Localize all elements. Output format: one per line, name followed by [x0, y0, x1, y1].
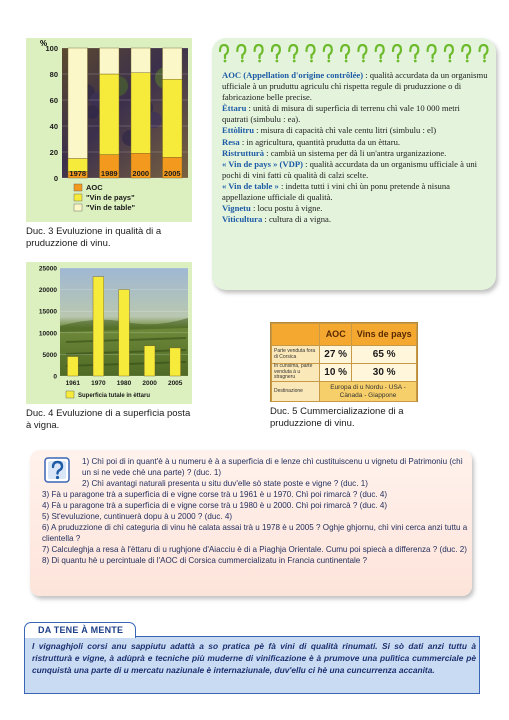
table-header-aoc: AOC: [320, 324, 352, 346]
y-tick-label: 20: [49, 148, 58, 157]
bar-segment: [162, 48, 182, 79]
bar-segment: [99, 74, 119, 155]
glossary-term: « Vin de table »: [222, 180, 279, 191]
y-tick-label: 15000: [38, 308, 57, 316]
glossary-entry: [222, 214, 488, 225]
bar-segment: [68, 48, 88, 159]
x-tick-label: 1980: [116, 380, 132, 387]
quality-chart: [26, 38, 192, 222]
x-tick-label: 2005: [163, 169, 181, 178]
spiral-dot: [293, 60, 296, 63]
spiral-dot: [414, 60, 417, 63]
question-list: [42, 456, 470, 566]
y-tick-label: 80: [49, 70, 58, 79]
question-item: 7) Calculeghja a resa à l'èttaru di u rughjone d'Aiacciu è di a Piaghja Orientale. Cumu poi spiecà a differenza ? (duc. 2): [42, 545, 467, 554]
y-tick-label: 60: [49, 96, 58, 105]
glossary-definition: : in agricultura, quantità prudutta da un èttaru.: [239, 136, 401, 147]
glossary-term: Viticultura: [222, 214, 263, 225]
spiral-loop: [289, 45, 297, 58]
glossary-term: Vignetu: [222, 203, 251, 214]
y-tick-label: 40: [49, 122, 58, 131]
spiral-dot: [379, 60, 382, 63]
bar-segment: [131, 73, 151, 154]
x-tick-label: 1989: [100, 169, 118, 178]
spiral-dot: [258, 60, 261, 63]
caption-doc3: Duc. 3 Evuluzione in qualità di a pruduzzione di vinu.: [26, 226, 162, 249]
legend-swatch-superficia: [66, 391, 74, 398]
table-row-label: Destinazione: [272, 382, 320, 402]
glossary-entry: [222, 137, 488, 148]
legend-label-superficia: Superficia tutale in èttaru: [78, 393, 151, 399]
spiral-loop: [358, 45, 366, 58]
spiral-loop: [237, 45, 245, 58]
spiral-loop: [324, 45, 332, 58]
glossary-entry: [222, 70, 488, 103]
y-tick-label: 20000: [38, 287, 57, 295]
spiral-dot: [327, 60, 330, 63]
glossary-entry: [222, 103, 488, 125]
question-item: 1) Chì poi di in quant'è à u numeru è à a superfìcia di e lenze chì custituiscenu u vignetu di Patrimoniu (chì un si ne vede chè una parte) ? (duc. 1): [82, 457, 463, 477]
legend-label-aoc: AOC: [86, 183, 103, 192]
table-cell: 65 %: [352, 346, 417, 364]
remember-text: I vignaghjoli corsi anu sappiutu adattà a so pratica pè fà vini di qualità rinumati. Si sò dati anzi tuttu à ristrutturà e vigne, à adùprà e tecniche più muderne di vinificazione è à prumove una pulìtica cummerciale pè cunquistà una parte di u mercatu naziunale è internaziunale, duv'ellu ci hè una cuncurrenza accanita.: [32, 641, 476, 676]
glossary-entry: [222, 181, 488, 203]
question-item: 4) Fà u paragone trà a superfìcia di e vigne corse trà u 1980 è u 2000. Chì poi rimarcà ? (duc. 4): [42, 501, 388, 510]
y-tick-label: 10000: [38, 330, 57, 338]
spiral-dot: [431, 60, 434, 63]
glossary-term: Ettòlitru: [222, 125, 254, 136]
legend: [66, 391, 150, 399]
table-row-label: In cunsima, parte venduta à u stragneru: [272, 364, 320, 382]
spiral-loop: [272, 45, 280, 58]
glossary-definition: : qualità accurdata da un organismu ufficiale à un pruduttu agriculu chì rispetta regule di pruduzzione o di fabricazione belle precise.: [222, 70, 488, 103]
spiral-dot: [483, 60, 486, 63]
legend-label-vin-de-table: "Vin de table": [86, 203, 136, 212]
table-destination: Europa di u Nordu - USA - Cànada - Giappone: [320, 382, 417, 402]
question-item: 6) A pruduzzione di chì categuria di vinu hè calata assai trà u 1978 è u 2005 ? Oghje ghjornu, chì vini cerca anzi tuttu a clientella ?: [42, 523, 468, 543]
spiral-binding: [214, 44, 494, 64]
legend-swatch-vin-de-pays: [74, 194, 82, 201]
spiral-dot: [224, 60, 227, 63]
x-tick-label: 2000: [132, 169, 150, 178]
glossary-text: [222, 70, 488, 225]
bar-segment: [99, 48, 119, 74]
spiral-dot: [449, 60, 452, 63]
glossary-definition: : qualità accurdata da un organismu ufficiale à uni pochi di vini fatti cù qualità di calzi scelte.: [222, 158, 478, 180]
spiral-dot: [466, 60, 469, 63]
spiral-dot: [345, 60, 348, 63]
spiral-loop: [462, 45, 470, 58]
question-item: 5) St'evuluzione, cuntinuerà dopu à u 2000 ? (duc. 4): [42, 512, 233, 521]
glossary-term: « Vin de pays » (VDP): [222, 158, 303, 169]
glossary-definition: : misura di capacità chì vale centu litri (simbulu : el): [253, 125, 437, 136]
spiral-loop: [480, 45, 488, 58]
question-item: 8) Di quantu hè u percintuale di l'AOC di Corsica cummercializatu in Francia cuntinentale ?: [42, 556, 368, 565]
spiral-loop: [410, 45, 418, 58]
glossary-definition: : indetta tutti i vini chì ùn ponu pretende à nisuna appellazione ufficiale di qualità.: [222, 180, 450, 203]
table-row-label: Parte venduta fora di Corsica: [272, 346, 320, 364]
question-item: 2) Chì avantagi naturali presenta u situ duv'elle sò state poste e vigne ? (duc. 1): [82, 479, 368, 488]
bar: [119, 290, 130, 376]
glossary-entry: [222, 203, 488, 214]
spiral-loop: [255, 45, 263, 58]
glossary-definition: : cambià un sistema per dà li un'antra urganizazione.: [264, 147, 447, 158]
y-tick-label: 0: [53, 174, 58, 183]
x-tick-label: 2000: [142, 380, 157, 387]
x-axis: [66, 380, 183, 387]
legend-swatch-aoc: [74, 184, 82, 191]
spiral-dot: [276, 60, 279, 63]
commercialization-table: [270, 322, 418, 402]
glossary-definition: : unità di misura di superfìcia di terrenu chì vale 10 000 metri quatrati (simbulu : ea).: [222, 103, 460, 125]
y-tick-label: 5000: [42, 351, 57, 359]
spiral-loop: [307, 45, 315, 58]
bar: [144, 346, 155, 376]
legend-label-vin-de-pays: "Vin de pays": [86, 193, 135, 202]
glossary-term: Resa: [222, 136, 240, 147]
question-item: 3) Fà u paragone trà a superfìcia di e vigne corse trà u 1961 è u 1970. Chì poi rimarcà ? (duc. 4): [42, 490, 388, 499]
surface-chart-svg: [26, 262, 192, 404]
y-tick-label: 25000: [38, 265, 57, 273]
spiral-dot: [397, 60, 400, 63]
spiral-dot: [310, 60, 313, 63]
bar: [170, 348, 181, 376]
x-tick-label: 1978: [69, 169, 87, 178]
spiral-loop: [428, 45, 436, 58]
caption-doc5: Duc. 5 Cummercializazione di a pruduzzione di vinu.: [270, 406, 404, 429]
table-cell: 30 %: [352, 364, 417, 382]
y-tick-label: 0: [53, 373, 57, 381]
table-corner: [272, 324, 320, 346]
glossary-term: Ristrutturà: [222, 147, 265, 158]
glossary-term: AOC (Appellation d'origine contrôlée): [222, 70, 364, 80]
spiral-loop: [376, 45, 384, 58]
bar: [93, 277, 104, 376]
table-cell: 27 %: [320, 346, 352, 364]
bar-segment: [131, 48, 151, 73]
table-header-vins-de-pays: Vins de pays: [352, 324, 417, 346]
x-tick-label: 1961: [65, 380, 81, 387]
y-tick-label: 100: [45, 44, 58, 53]
glossary-entry: [222, 159, 488, 181]
surface-chart: [26, 262, 192, 404]
glossary-definition: : locu postu à vigne.: [250, 203, 323, 214]
table-cell: 10 %: [320, 364, 352, 382]
x-tick-label: 2005: [167, 380, 183, 387]
bar: [67, 357, 78, 376]
glossary-entry: [222, 125, 488, 136]
glossary-definition: : cultura di a vigna.: [262, 214, 331, 225]
spiral-dot: [241, 60, 244, 63]
bar-segment: [162, 79, 182, 157]
spiral-loop: [341, 45, 349, 58]
spiral-loop: [445, 45, 453, 58]
x-tick-label: 1970: [91, 380, 106, 387]
caption-doc4: Duc. 4 Evuluzione di a superfìcia posta à vigna.: [26, 408, 191, 431]
y-axis-unit: %: [40, 39, 48, 48]
legend-swatch-vin-de-table: [74, 204, 82, 211]
glossary-entry: [222, 148, 488, 159]
legend: [74, 183, 136, 212]
spiral-loop: [393, 45, 401, 58]
spiral-loop: [220, 45, 228, 58]
remember-title: DA TENE À MENTE: [38, 625, 124, 635]
quality-chart-svg: [26, 38, 192, 222]
glossary-term: Èttaru: [222, 103, 247, 114]
spiral-dot: [362, 60, 365, 63]
